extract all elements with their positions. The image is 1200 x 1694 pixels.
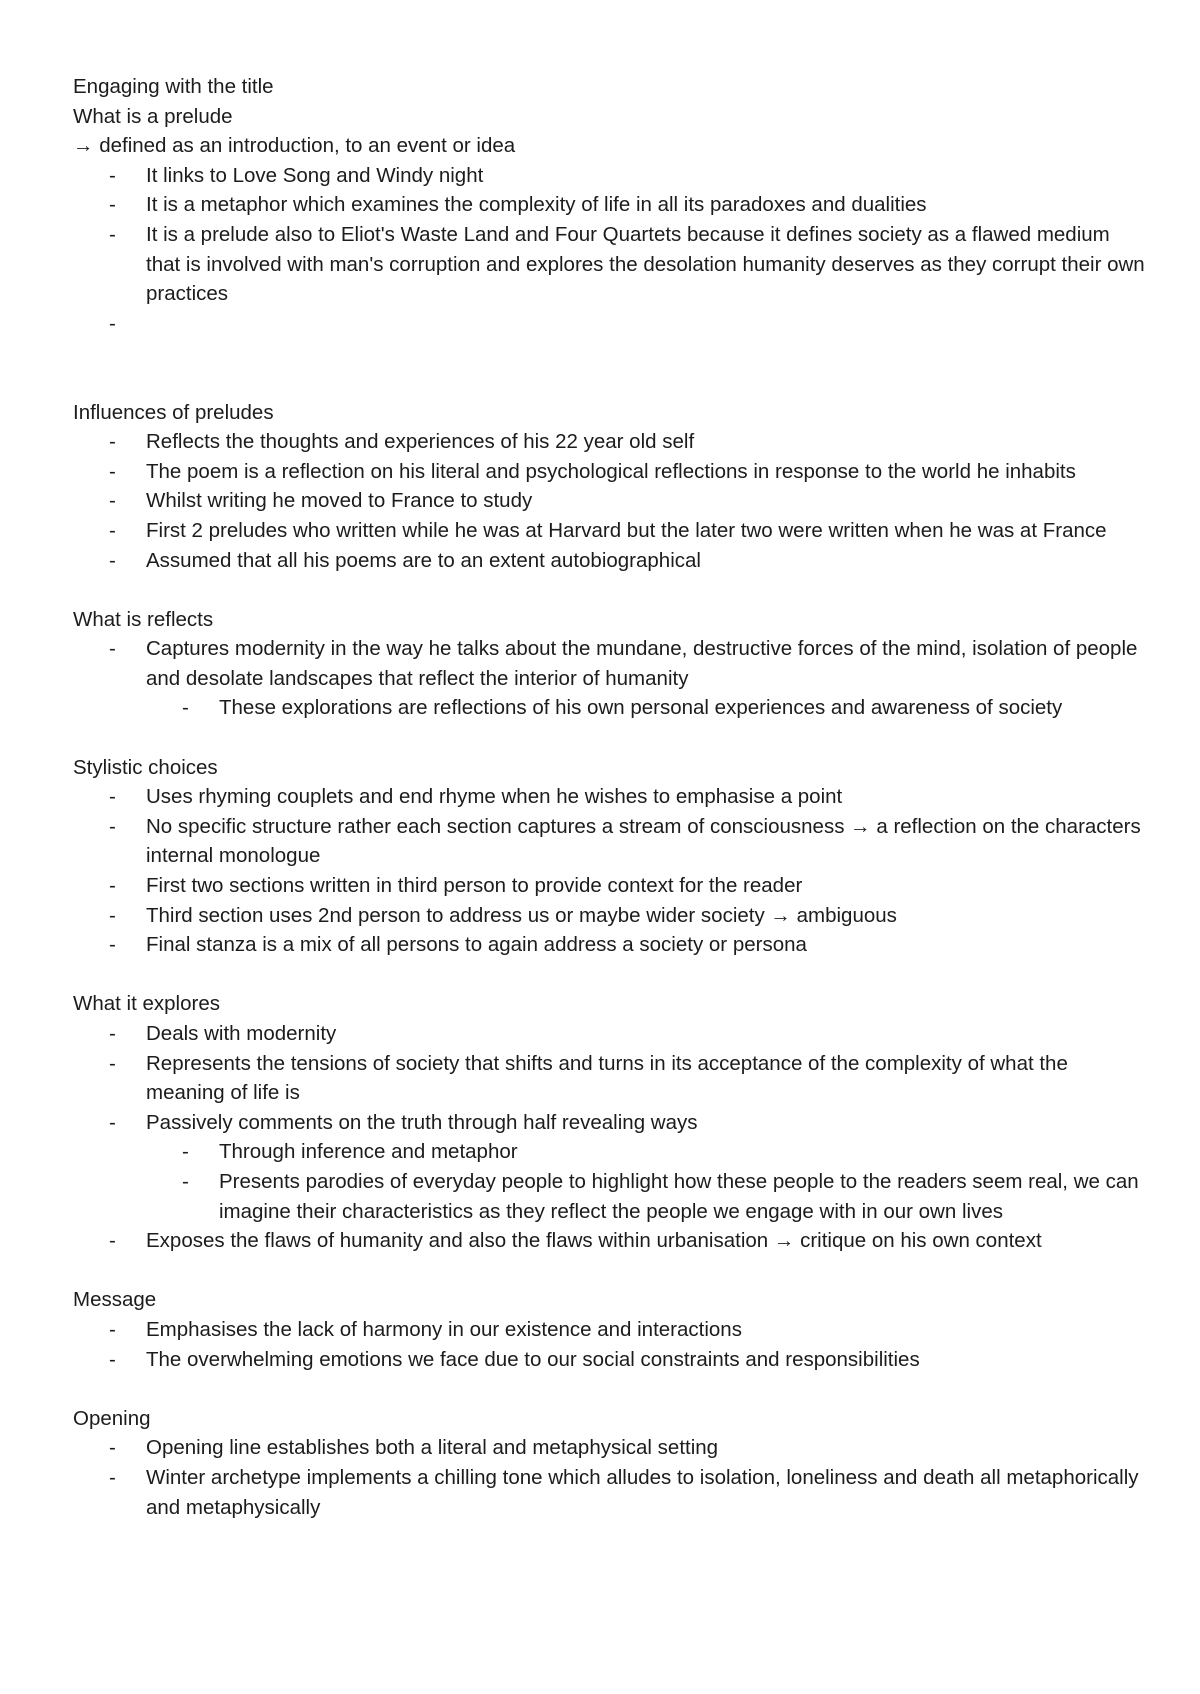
- empty-list-item: -: [109, 311, 116, 335]
- list-item: - Passively comments on the truth through half revealing ways: [109, 1110, 698, 1134]
- list-item: - Emphasises the lack of harmony in our existence and interactions: [109, 1317, 742, 1341]
- document-page: [73, 72, 1148, 1522]
- section-heading: Stylistic choices: [73, 755, 218, 779]
- list-item: - Exposes the flaws of humanity and also the flaws within urbanisation → critique on his own context: [109, 1229, 1042, 1253]
- section-heading: What is reflects: [73, 607, 214, 631]
- list-item: - Opening line establishes both a literal and metaphysical setting: [109, 1436, 719, 1460]
- list-item: - First 2 preludes who written while he was at Harvard but the later two were written when he was at France: [109, 518, 1107, 542]
- list-item: - Third section uses 2nd person to address us or maybe wider society → ambiguous: [109, 903, 897, 927]
- section-heading: What it explores: [73, 992, 220, 1016]
- section-heading: Influences of preludes: [73, 400, 274, 424]
- list-item: - It links to Love Song and Windy night: [109, 163, 484, 187]
- list-item: - Represents the tensions of society that shifts and turns in its acceptance of the complexity of what the meaning of life is: [109, 1051, 1068, 1105]
- list-item: - The overwhelming emotions we face due to our social constraints and responsibilities: [109, 1347, 920, 1371]
- list-item: - Assumed that all his poems are to an extent autobiographical: [109, 548, 701, 572]
- section-heading: Message: [73, 1288, 157, 1312]
- list-item: - Reflects the thoughts and experiences of his 22 year old self: [109, 430, 695, 454]
- list-item: - Whilst writing he moved to France to study: [109, 489, 533, 513]
- section-heading: Opening: [73, 1406, 151, 1430]
- list-item: - First two sections written in third person to provide context for the reader: [109, 874, 803, 898]
- definition-line: → defined as an introduction, to an event or idea: [73, 134, 516, 158]
- list-item: - Uses rhyming couplets and end rhyme when he wishes to emphasise a point: [109, 785, 843, 809]
- sub-list-item: - Presents parodies of everyday people to highlight how these people to the readers seem real, we can imagine their characteristics as they reflect the people we engage with in our own lives: [182, 1169, 1139, 1223]
- subheading: What is a prelude: [73, 104, 233, 128]
- list-item: - No specific structure rather each section captures a stream of consciousness → a reflection on the characters internal monologue: [109, 814, 1141, 868]
- list-item: - The poem is a reflection on his literal and psychological reflections in response to the world he inhabits: [109, 459, 1076, 483]
- list-item: - Winter archetype implements a chilling tone which alludes to isolation, loneliness and death all metaphorically and metaphysically: [109, 1465, 1139, 1519]
- list-item: - It is a metaphor which examines the complexity of life in all its paradoxes and dualities: [109, 193, 927, 217]
- list-item: - Deals with modernity: [109, 1022, 337, 1045]
- list-item: - It is a prelude also to Eliot's Waste Land and Four Quartets because it defines society as a flawed medium that is involved with man's corruption and explores the desolation humanity deserves as they corrupt their own practices: [109, 222, 1145, 306]
- sub-list-item: - Through inference and metaphor: [182, 1140, 518, 1164]
- list-item: - Captures modernity in the way he talks about the mundane, destructive forces of the mind, isolation of people and desolate landscapes that reflect the interior of humanity: [109, 637, 1138, 690]
- list-item: - Final stanza is a mix of all persons to again address a society or persona: [109, 933, 807, 957]
- sub-list-item: - These explorations are reflections of his own personal experiences and awareness of society: [182, 696, 1063, 720]
- section-heading: Engaging with the title: [73, 75, 274, 98]
